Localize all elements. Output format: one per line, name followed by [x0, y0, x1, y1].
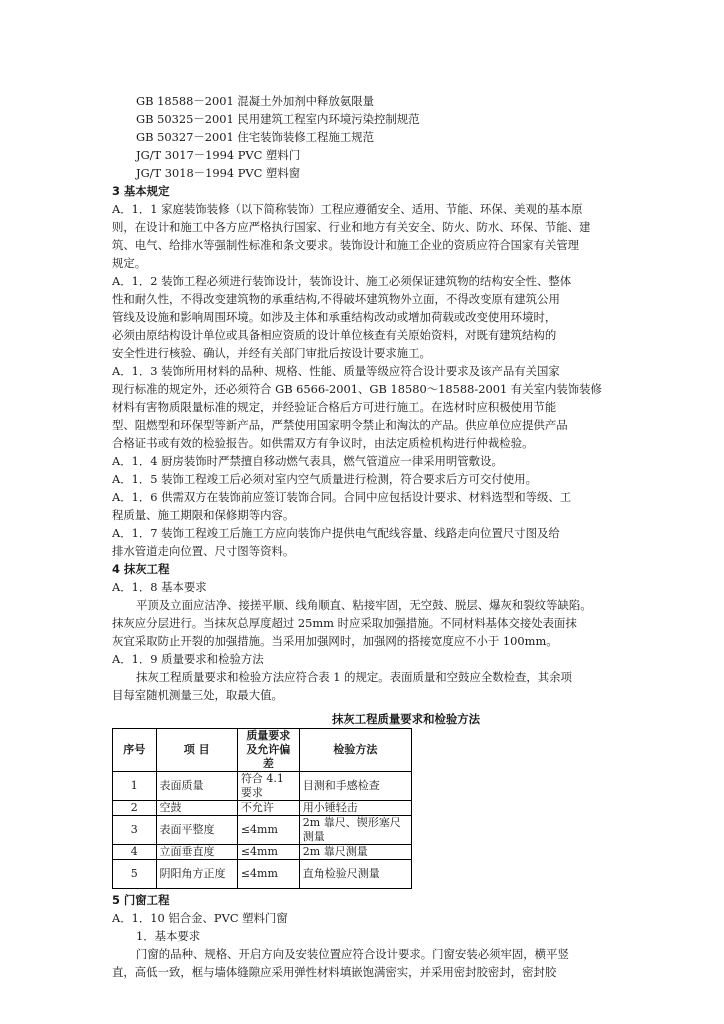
table-row: [113, 816, 412, 845]
table-cell: 2m 靠尺、锲形塞尺测量: [299, 816, 411, 845]
section-3-body: [112, 200, 617, 560]
standard-item: GB 50325－2001 民用建筑工程室内环境污染控制规范: [136, 112, 420, 126]
text-line: 抹灰工程质量要求和检验方法应符合表 1 的规定。表面质量和空鼓应全数检查，其余项: [136, 670, 572, 684]
text-line: 抹灰应分层进行。当抹灰总厚度超过 25mm 时应采取加强措施。不同材料基体交接处表面抹: [112, 616, 577, 630]
header-cell: 序号: [113, 729, 157, 772]
table-cell: 立面垂直度: [156, 845, 237, 860]
table-cell: 2: [113, 801, 157, 816]
text-line: 平顶及立面应洁净、接搓平顺、线角顺直、粘接牢固，无空鼓、脱层、爆灰和裂纹等缺陷。: [136, 598, 592, 612]
item-title: A．1．8 基本要求: [112, 580, 207, 594]
text-line: 筑、电气、给排水等强制性标准和条文要求。装饰设计和施工企业的资质应符合国家有关管理: [112, 238, 580, 252]
text-line: A．1．4 厨房装饰时严禁擅自移动燃气表具，燃气管道应一律采用明管敷设。: [112, 454, 503, 468]
table-row: [113, 845, 412, 860]
table-cell: ≤4mm: [237, 816, 299, 845]
table-cell: 4: [113, 845, 157, 860]
text-line: 排水管道走向位置、尺寸图等资料。: [112, 544, 295, 558]
standards-list: [112, 92, 617, 182]
table-cell: 5: [113, 860, 157, 889]
table-cell: 1: [113, 772, 157, 801]
paragraph: [112, 668, 617, 704]
text-line: 规定。: [112, 256, 147, 270]
table-cell: 符合 4.1 要求: [237, 772, 299, 801]
table-cell: 2m 靠尺测量: [299, 845, 411, 860]
text-line: 程质量、施工期限和保修期等内容。: [112, 508, 295, 522]
text-line: A．1．6 供需双方在装饰前应签订装饰合同。合同中应包括设计要求、材料选型和等级、工: [112, 490, 572, 504]
text-line: A．1．3 装饰所用材料的品种、规格、性能、质量等级应符合设计要求及该产品有关国家: [112, 364, 560, 378]
standard-item: JG/T 3017－1994 PVC 塑料门: [136, 148, 301, 162]
paragraph: [112, 945, 617, 981]
paragraph: [112, 488, 617, 524]
paragraph: [112, 524, 617, 560]
paragraph: [112, 200, 617, 272]
text-line: 材料有害物质限量标准的规定，并经验证合格后方可进行施工。在选材时应积极使用节能: [112, 400, 557, 414]
text-line: A．1．1 家庭装饰装修（以下简称装饰）工程应遵循安全、适用、节能、环保、美观的基本原: [112, 202, 583, 216]
sub-heading: 1．基本要求: [136, 929, 201, 943]
table-row: [113, 772, 412, 801]
table-row: [113, 801, 412, 816]
document-page: [112, 92, 617, 981]
table-cell: 用小锤轻击: [299, 801, 411, 816]
table-cell: 阴阳角方正度: [156, 860, 237, 889]
standard-item: GB 18588－2001 混凝土外加剂中释放氨限量: [136, 94, 375, 108]
item-title: A．1．9 质量要求和检验方法: [112, 652, 264, 666]
table-caption: 抹灰工程质量要求和检验方法: [331, 712, 481, 726]
text-line: 型、阻燃型和环保型等新产品，严禁使用国家明令禁止和淘汰的产品。供应单位应提供产品: [112, 418, 568, 432]
table-cell: ≤4mm: [237, 860, 299, 889]
text-line: A．1．5 装饰工程竣工后必须对室内空气质量进行检测，符合要求后方可交付使用。: [112, 472, 538, 486]
table-cell: 3: [113, 816, 157, 845]
text-line: 管线及设施和影响周围环境。如涉及主体和承重结构改动或增加荷载或改变使用环境时，: [112, 310, 557, 324]
text-line: 灰宜采取防止开裂的加强措施。当采用加强网时，加强网的搭接宽度应不小于 100mm。: [112, 634, 558, 648]
table-cell: 不允许: [237, 801, 299, 816]
table-header-row: [113, 729, 412, 772]
table-cell: 直角检验尺测量: [299, 860, 411, 889]
section-heading: 4 抹灰工程: [112, 562, 170, 576]
text-line: 必须由原结构设计单位或具备相应资质的设计单位核查有关原始资料，对既有建筑结构的: [112, 328, 557, 342]
text-line: 则，在设计和施工中各方应严格执行国家、行业和地方有关安全、防火、防水、环保、节能、建: [112, 220, 591, 234]
text-line: 现行标准的规定外，还必须符合 GB 6566-2001、GB 18580～18588-2001 有关室内装饰装修: [112, 382, 602, 396]
text-line: A．1．2 装饰工程必须进行装饰设计，装饰设计、施工必须保证建筑物的结构安全性、整体: [112, 274, 572, 288]
text-line: 性和耐久性，不得改变建筑物的承重结构,不得破坏建筑物外立面，不得改变原有建筑公用: [112, 292, 560, 306]
paragraph: [112, 272, 617, 362]
header-cell: 项 目: [156, 729, 237, 772]
standard-item: JG/T 3018－1994 PVC 塑料窗: [136, 166, 301, 180]
paragraph: [112, 452, 617, 470]
text-line: A．1．7 装饰工程竣工后施工方应向装饰户提供电气配线容量、线路走向位置尺寸图及给: [112, 526, 560, 540]
text-line: 合格证书或有效的检验报告。如供需双方有争议时，由法定质检机构进行仲裁检验。: [112, 436, 534, 450]
quality-table: [112, 728, 412, 889]
text-line: 直，高低一致，框与墙体缝隙应采用弹性材料填嵌饱满密实，并采用密封胶密封，密封胶: [112, 965, 557, 979]
header-cell: 检验方法: [299, 729, 411, 772]
table-body: [113, 772, 412, 889]
item-title: A．1．10 铝合金、PVC 塑料门窗: [112, 911, 288, 925]
section-heading: 3 基本规定: [112, 184, 170, 198]
paragraph: [112, 470, 617, 488]
text-line: 目每室随机测量三处，取最大值。: [112, 688, 283, 702]
paragraph: [112, 596, 617, 650]
paragraph: [112, 362, 617, 452]
table-cell: 空鼓: [156, 801, 237, 816]
section-heading: 5 门窗工程: [112, 893, 170, 907]
table-cell: ≤4mm: [237, 845, 299, 860]
text-line: 门窗的品种、规格、开启方向及安装位置应符合设计要求。门窗安装必须牢固，横平竖: [136, 947, 569, 961]
standard-item: GB 50327－2001 住宅装饰装修工程施工规范: [136, 130, 375, 144]
table-row: [113, 860, 412, 889]
header-cell: 质量要求及允许偏差: [237, 729, 299, 772]
table-cell: 表面质量: [156, 772, 237, 801]
table-cell: 表面平整度: [156, 816, 237, 845]
text-line: 安全性进行核验、确认，并经有关部门审批后按设计要求施工。: [112, 346, 431, 360]
table-cell: 目测和手感检查: [299, 772, 411, 801]
